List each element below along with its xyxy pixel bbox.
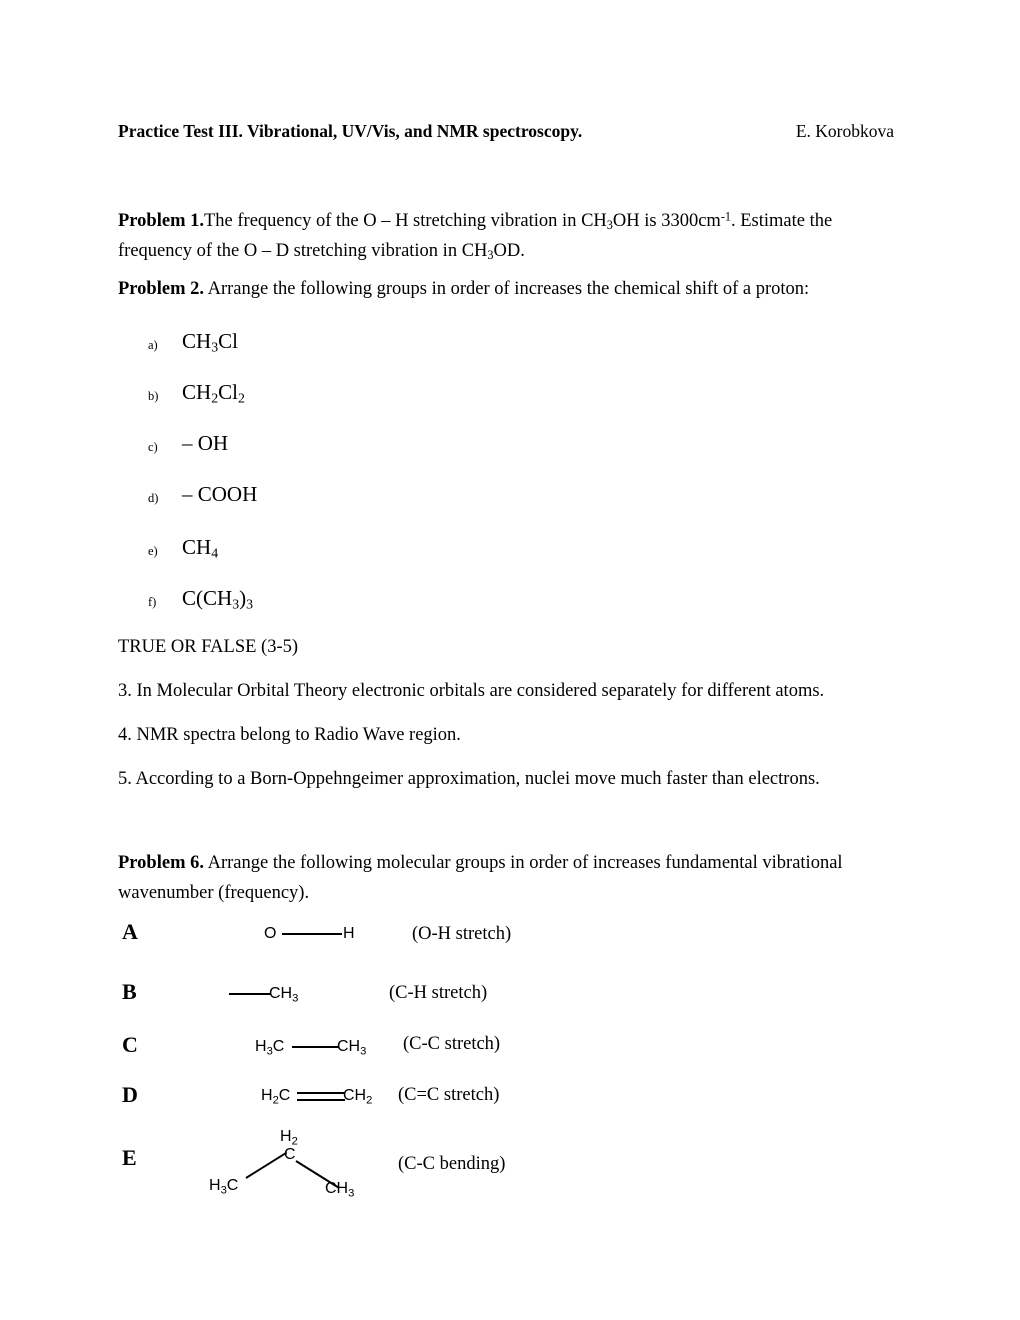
group-suffix: C — [272, 1038, 285, 1055]
true-false-question-5: 5. According to a Born-Oppehngeimer approximation, nuclei move much faster than electrons. — [118, 769, 820, 789]
atom-label-methyl-left — [209, 1177, 238, 1195]
problem-6-text: Arrange the following molecular groups in order of increases fundamental vibrational wavenumber (frequency). — [118, 853, 843, 903]
group-sub: 3 — [360, 1045, 367, 1058]
problem-6-paragraph — [118, 848, 904, 908]
problem-1-text-4: OD. — [493, 241, 525, 261]
atom-label-methyl — [269, 985, 298, 1003]
structure-caption-e: (C-C bending) — [398, 1154, 506, 1174]
problem-1-paragraph — [118, 206, 904, 266]
author-name: E. Korobkova — [795, 121, 894, 141]
formula-base: CH — [182, 329, 212, 353]
true-false-question-3: 3. In Molecular Orbital Theory electronic orbitals are considered separately for different atoms. — [118, 681, 825, 701]
structure-caption-d: (C=C stretch) — [398, 1085, 500, 1105]
double-bond-icon-lower — [297, 1099, 345, 1101]
structure-letter-e: E — [122, 1145, 137, 1170]
formula-sub: 3 — [232, 596, 240, 612]
group-sub: 2 — [272, 1094, 279, 1107]
problem-2-text: Arrange the following groups in order of increases the chemical shift of a proton: — [203, 279, 810, 299]
formula-sub: 4 — [211, 545, 219, 561]
single-bond-icon — [229, 993, 271, 995]
list-formula-b — [182, 379, 245, 405]
list-marker-e: e) — [148, 544, 158, 558]
group-base: CH — [325, 1180, 349, 1197]
group-prefix: H — [209, 1177, 221, 1194]
list-formula-a — [182, 328, 238, 354]
double-bond-icon-upper — [297, 1092, 345, 1094]
atom-label-methyl-right — [325, 1180, 354, 1198]
group-prefix: H — [261, 1087, 273, 1104]
formula-tail: Cl — [218, 380, 238, 404]
problem-1-sub-2: 3 — [487, 248, 494, 263]
problem-1-label: Problem 1. — [118, 211, 204, 231]
single-bond-icon — [292, 1046, 339, 1048]
group-sub: 2 — [366, 1094, 373, 1107]
list-marker-a: a) — [148, 338, 158, 352]
atom-label-methylene-left — [261, 1087, 290, 1105]
formula-base: CH — [182, 380, 212, 404]
structure-letter-a: A — [122, 919, 138, 944]
structure-letter-b: B — [122, 979, 137, 1004]
atom-label-methylene-right — [343, 1087, 372, 1105]
formula-sub: 2 — [211, 390, 219, 406]
atom-label-oxygen: O — [264, 925, 277, 942]
formula-sub2: 3 — [246, 596, 254, 612]
atom-label-methyl-left — [255, 1038, 284, 1056]
document-header — [118, 120, 902, 142]
problem-2-label: Problem 2. — [118, 279, 204, 299]
structure-letter-c: C — [122, 1032, 138, 1057]
problem-1-sup-1: -1 — [720, 209, 731, 224]
structure-caption-b: (C-H stretch) — [389, 983, 488, 1003]
group-sub: 2 — [291, 1135, 298, 1148]
list-marker-b: b) — [148, 389, 159, 403]
group-base: CH — [337, 1038, 361, 1055]
group-sub: 3 — [348, 1187, 355, 1200]
atom-label-apex-hydrogens — [280, 1128, 298, 1146]
list-formula-e — [182, 534, 218, 560]
atom-label-methyl-right — [337, 1038, 366, 1056]
formula-sub: 3 — [211, 339, 219, 355]
list-formula-f — [182, 585, 253, 611]
group-suffix: C — [226, 1177, 239, 1194]
group-sub: 3 — [266, 1045, 273, 1058]
true-false-heading: TRUE OR FALSE (3-5) — [118, 637, 299, 657]
group-base: CH — [269, 985, 293, 1002]
formula-base: CH — [182, 535, 212, 559]
list-formula-d: – COOH — [182, 482, 258, 506]
group-suffix: C — [278, 1087, 291, 1104]
group-sub: 3 — [220, 1184, 227, 1197]
list-marker-d: d) — [148, 491, 159, 505]
page-title: Practice Test III. Vibrational, UV/Vis, and NMR spectroscopy. — [118, 121, 583, 141]
bent-bond-icon-left — [245, 1152, 287, 1179]
list-marker-f: f) — [148, 595, 157, 609]
formula-base: C(CH — [182, 586, 233, 610]
problem-6-label: Problem 6. — [118, 853, 204, 873]
group-sub: 3 — [292, 992, 299, 1005]
single-bond-icon — [282, 933, 342, 935]
problem-1-sub-1: 3 — [606, 218, 613, 233]
structure-caption-c: (C-C stretch) — [403, 1034, 501, 1054]
problem-1-text-1: The frequency of the O – H stretching vibration in CH — [203, 211, 607, 231]
formula-tail: ) — [239, 586, 247, 610]
structure-letter-d: D — [122, 1082, 138, 1107]
problem-2-paragraph — [118, 274, 904, 304]
formula-sub2: 2 — [237, 390, 245, 406]
list-marker-c: c) — [148, 440, 158, 454]
group-base: CH — [343, 1087, 367, 1104]
formula-tail: Cl — [218, 329, 238, 353]
problem-1-text-2: OH is 3300cm — [612, 211, 721, 231]
true-false-question-4: 4. NMR spectra belong to Radio Wave region. — [118, 725, 461, 745]
atom-label-hydrogen: H — [343, 925, 355, 942]
structure-caption-a: (O-H stretch) — [412, 924, 512, 944]
group-prefix: H — [280, 1128, 292, 1145]
atom-label-apex-carbon: C — [284, 1146, 296, 1163]
problem-1-text-3: . Estimate the frequency of the O – D stretching vibration in CH — [118, 211, 833, 261]
group-prefix: H — [255, 1038, 267, 1055]
list-formula-c: – OH — [182, 431, 229, 455]
